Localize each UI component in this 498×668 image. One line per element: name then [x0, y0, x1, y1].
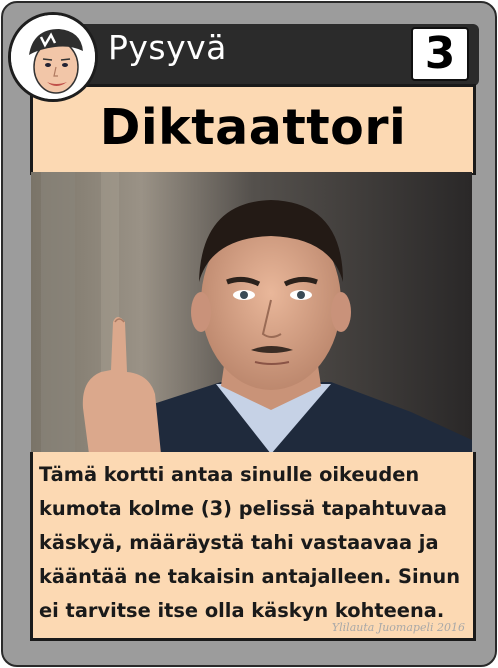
man-pointing-finger-photo: [31, 172, 472, 454]
card-type-label: Pysyvä: [108, 28, 227, 67]
card-rule-panel: [30, 452, 476, 641]
cartoon-avatar-icon: [8, 12, 98, 102]
card-number-badge: 3: [411, 27, 469, 81]
card-credit: Ylilauta Juomapeli 2016: [331, 621, 465, 634]
card-title-band: [30, 84, 476, 175]
card-rule-text: Tämä kortti antaa sinulle oikeuden kumota kolme (3) pelissä tapahtuvaa käskyä, määräystä tahi vastaavaa ja kääntää ne takaisin antajalleen. Sinun ei tarvitse itse olla käskyn kohteena.: [39, 463, 461, 622]
card-title: Diktaattori: [99, 99, 407, 156]
